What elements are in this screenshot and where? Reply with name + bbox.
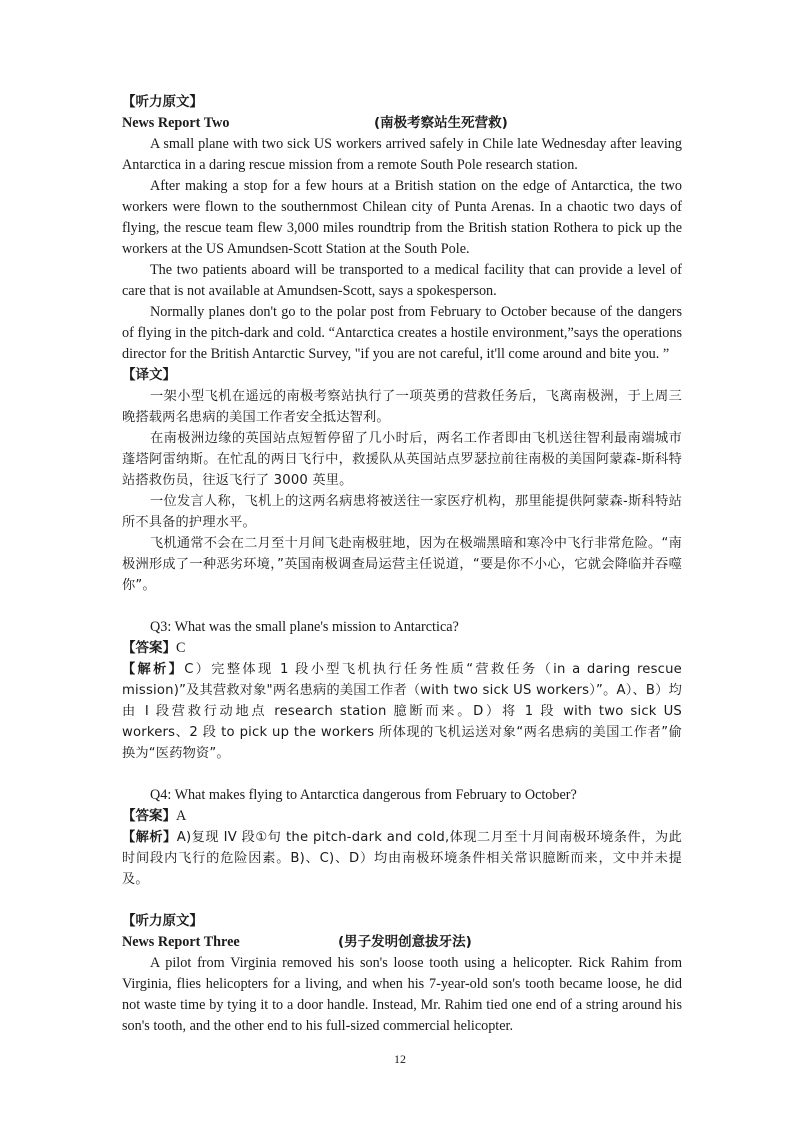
transcript-paragraph: Normally planes don't go to the polar post from February to October because of the dangers of flying in the pitch-dark and cold. “Antarctica creates a hostile environment,”says the operations director for the British Antarctic Survey, "if you are not careful, it'll come around and bite you. ” [122, 304, 682, 362]
report-title-zh: (南极考察站生死营救) [374, 115, 508, 131]
translation-paragraph: 一架小型飞机在遥远的南极考察站执行了一项英勇的营救任务后，飞离南极洲，于上周三晚搭载两名患病的美国工作者安全抵达智利。 [122, 389, 682, 425]
report-title-row [122, 113, 682, 134]
answer-q3 [122, 638, 682, 659]
answer-label: 【答案】 [122, 808, 176, 824]
document-page [122, 92, 682, 1037]
analysis-q3 [122, 659, 682, 764]
report-title-zh: (男子发明创意拔牙法) [338, 934, 472, 950]
transcript-paragraph: After making a stop for a few hours at a British station on the edge of Antarctica, the two workers were flown to the southernmost Chilean city of Punta Arenas. In a chaotic two days of flying, the rescue team flew 3,000 miles roundtrip from the British station Rothera to pick up the workers at the US Amundsen-Scott Station at the South Pole. [122, 178, 682, 257]
translation-paragraph: 飞机通常不会在二月至十月间飞赴南极驻地，因为在极端黑暗和寒冷中飞行非常危险。“南极洲形成了一种恶劣环境，”英国南极调查局运营主任说道，“要是你不小心，它就会降临并吞噬你”。 [122, 536, 682, 593]
answer-label: 【答案】 [122, 640, 176, 656]
question-q3: Q3: What was the small plane's mission to Antarctica? [150, 619, 459, 635]
question-q4: Q4: What makes flying to Antarctica dangerous from February to October? [150, 787, 577, 803]
transcript-paragraph: A small plane with two sick US workers arrived safely in Chile late Wednesday after leaving Antarctica in a daring rescue mission from a remote South Pole research station. [122, 136, 682, 173]
transcript-paragraph: The two patients aboard will be transported to a medical facility that can provide a level of care that is not available at Amundsen-Scott, says a spokesperson. [122, 262, 682, 299]
analysis-text: C）完整体现 1 段小型飞机执行任务性质“营救任务（in a daring rescue mission)”及其营救对象"两名患病的美国工作者（with two sick US workers）”。A）、B）均由 I 段营救行动地点 research station 臆断而来。D）将 1 段 with two sick US workers、2 段 to pick up the workers 所体现的飞机运送对象“两名患病的美国工作者”偷换为“医药物资”。 [122, 662, 682, 761]
section-label: 【听力原文】 [122, 913, 203, 929]
report-title-en: News Report Three [122, 934, 240, 950]
translation-paragraph: 一位发言人称，飞机上的这两名病患将被送往一家医疗机构，那里能提供阿蒙森-斯科特站所不具备的护理水平。 [122, 494, 682, 530]
report-title-en: News Report Two [122, 115, 230, 131]
translation-label: 【译文】 [122, 367, 176, 383]
analysis-label: 【解析】 [122, 662, 185, 677]
answer-value: A [176, 808, 187, 824]
page-number: 12 [394, 1052, 406, 1066]
analysis-q4 [122, 827, 682, 890]
answer-q4 [122, 806, 682, 827]
spacer [122, 596, 682, 617]
section-label: 【听力原文】 [122, 94, 203, 110]
analysis-label: 【解析】 [122, 830, 177, 845]
translation-paragraph: 在南极洲边缘的英国站点短暂停留了几小时后，两名工作者即由飞机送往智利最南端城市蓬塔阿雷纳斯。在忙乱的两日飞行中，救援队从英国站点罗瑟拉前往南极的美国阿蒙森-斯科特站搭救伤员，往返飞行了 3000 英里。 [122, 431, 682, 488]
answer-value: C [176, 640, 186, 656]
transcript-paragraph: A pilot from Virginia removed his son's loose tooth using a helicopter. Rick Rahim from Virginia, flies helicopters for a living, and when his 7-year-old son's tooth became loose, he did not waste time by tying it to a door handle. Instead, Mr. Rahim tied one end of a string around his son's tooth, and the other end to his full-sized commercial helicopter. [122, 955, 682, 1034]
spacer [122, 764, 682, 785]
spacer [122, 890, 682, 911]
report-title-row [122, 932, 682, 953]
analysis-text: A)复现 IV 段①句 the pitch-dark and cold,体现二月至十月间南极环境条件，为此时间段内飞行的危险因素。B)、C)、D）均由南极环境条件相关常识臆断而来，文中并未提及。 [122, 830, 682, 887]
